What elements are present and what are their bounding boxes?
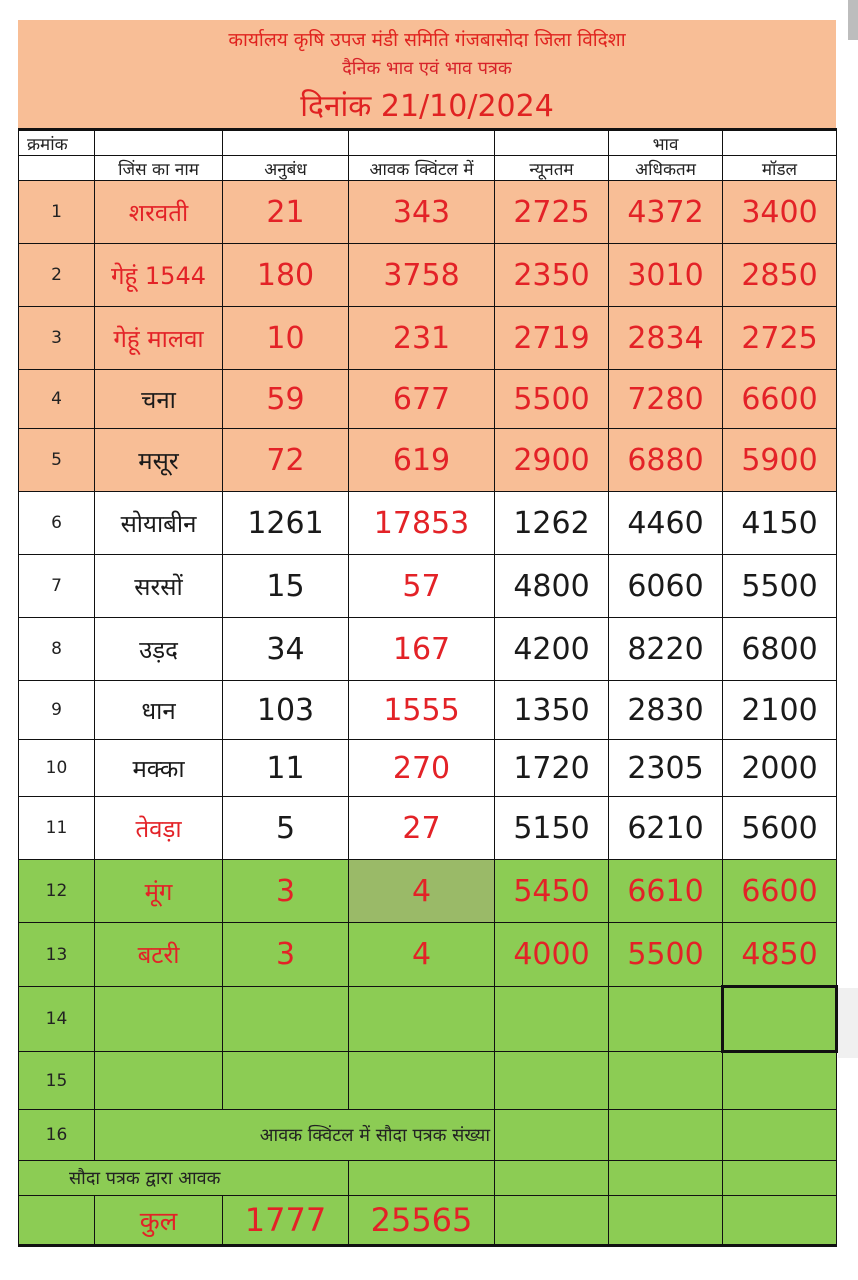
empty-cell <box>609 1196 723 1246</box>
row-aavak: 231 <box>349 307 495 370</box>
row-serial: 1 <box>19 181 95 244</box>
row-aavak: 57 <box>349 555 495 618</box>
header-bhav: भाव <box>609 130 723 156</box>
row-modal: 3400 <box>723 181 837 244</box>
header-aavak: आवक क्विंटल में <box>349 156 495 181</box>
empty-cell <box>723 1110 837 1161</box>
row-max: 6880 <box>609 429 723 492</box>
table-row <box>19 740 837 797</box>
table-row <box>19 923 837 987</box>
table-row <box>19 244 837 307</box>
empty-cell <box>349 987 495 1052</box>
row-anubandh: 1261 <box>223 492 349 555</box>
empty-cell <box>495 1196 609 1246</box>
table-row <box>19 1161 837 1196</box>
price-table <box>18 128 838 1247</box>
row-min: 2719 <box>495 307 609 370</box>
row-anubandh: 21 <box>223 181 349 244</box>
row-aavak: 3758 <box>349 244 495 307</box>
edge-block <box>838 988 858 1058</box>
row-serial: 13 <box>19 923 95 987</box>
header-row-2 <box>19 156 837 181</box>
empty-cell <box>723 1052 837 1110</box>
table-row <box>19 860 837 923</box>
table-row <box>19 1052 837 1110</box>
row-serial: 5 <box>19 429 95 492</box>
row-serial: 16 <box>19 1110 95 1161</box>
row-commodity: मसूर <box>95 429 223 492</box>
row-serial: 8 <box>19 618 95 681</box>
row-commodity: गेहूं मालवा <box>95 307 223 370</box>
table-row <box>19 307 837 370</box>
row-serial: 3 <box>19 307 95 370</box>
row-commodity: सरसों <box>95 555 223 618</box>
table-row <box>19 555 837 618</box>
header-empty <box>19 156 95 181</box>
row-serial: 10 <box>19 740 95 797</box>
row-serial: 12 <box>19 860 95 923</box>
empty-cell <box>19 1196 95 1246</box>
empty-cell <box>349 1052 495 1110</box>
row-serial: 15 <box>19 1052 95 1110</box>
row-anubandh: 59 <box>223 370 349 429</box>
row-aavak: 27 <box>349 797 495 860</box>
empty-cell <box>349 1161 495 1196</box>
empty-cell <box>495 987 609 1052</box>
table-row <box>19 797 837 860</box>
row-anubandh: 3 <box>223 860 349 923</box>
header-serial: क्रमांक <box>19 130 95 156</box>
right-edge <box>838 0 858 1280</box>
row-anubandh: 5 <box>223 797 349 860</box>
row-max: 4372 <box>609 181 723 244</box>
row-aavak: 4 <box>349 860 495 923</box>
row-aavak: 270 <box>349 740 495 797</box>
row-anubandh: 72 <box>223 429 349 492</box>
empty-cell <box>495 1161 609 1196</box>
empty-cell <box>609 1110 723 1161</box>
empty-cell <box>95 987 223 1052</box>
header-min: न्यूनतम <box>495 156 609 181</box>
empty-cell <box>223 987 349 1052</box>
row-serial: 9 <box>19 681 95 740</box>
row-max: 6610 <box>609 860 723 923</box>
row-serial: 2 <box>19 244 95 307</box>
row-max: 7280 <box>609 370 723 429</box>
row-min: 4000 <box>495 923 609 987</box>
row-commodity: सोयाबीन <box>95 492 223 555</box>
row-anubandh: 103 <box>223 681 349 740</box>
header-name: जिंस का नाम <box>95 156 223 181</box>
row-max: 2305 <box>609 740 723 797</box>
row-modal: 5900 <box>723 429 837 492</box>
header-empty <box>349 130 495 156</box>
row-min: 1350 <box>495 681 609 740</box>
header-anubandh: अनुबंध <box>223 156 349 181</box>
empty-cell <box>723 1196 837 1246</box>
price-sheet <box>18 20 836 1242</box>
row-min: 5450 <box>495 860 609 923</box>
row-min: 1262 <box>495 492 609 555</box>
header-empty <box>723 130 837 156</box>
row-serial: 11 <box>19 797 95 860</box>
row-modal: 5500 <box>723 555 837 618</box>
row-modal: 2725 <box>723 307 837 370</box>
row-modal: 2850 <box>723 244 837 307</box>
sheet-date: दिनांक 21/10/2024 <box>300 89 554 124</box>
sauda-aavak-label: सौदा पत्रक द्वारा आवक <box>19 1161 349 1196</box>
row-modal: 4150 <box>723 492 837 555</box>
row-max: 6210 <box>609 797 723 860</box>
row-min: 4200 <box>495 618 609 681</box>
row-serial: 4 <box>19 370 95 429</box>
title-block <box>18 20 836 128</box>
row-min: 2900 <box>495 429 609 492</box>
row-anubandh: 180 <box>223 244 349 307</box>
header-empty <box>223 130 349 156</box>
row-modal: 6600 <box>723 860 837 923</box>
total-label: कुल <box>95 1196 223 1246</box>
row-commodity: बटरी <box>95 923 223 987</box>
row-anubandh: 10 <box>223 307 349 370</box>
row-max: 2830 <box>609 681 723 740</box>
row-aavak: 677 <box>349 370 495 429</box>
row-aavak: 167 <box>349 618 495 681</box>
row-modal: 2000 <box>723 740 837 797</box>
header-modal: मॉडल <box>723 156 837 181</box>
row-aavak: 343 <box>349 181 495 244</box>
row-anubandh: 11 <box>223 740 349 797</box>
table-row <box>19 181 837 244</box>
row-commodity: धान <box>95 681 223 740</box>
row-modal: 6800 <box>723 618 837 681</box>
row-anubandh: 34 <box>223 618 349 681</box>
row-commodity: गेहूं 1544 <box>95 244 223 307</box>
office-title: कार्यालय कृषि उपज मंडी समिति गंजबासोदा जिला विदिशा <box>228 29 626 51</box>
header-empty <box>95 130 223 156</box>
table-row <box>19 492 837 555</box>
empty-cell <box>609 1161 723 1196</box>
empty-cell <box>609 987 723 1052</box>
row-min: 2725 <box>495 181 609 244</box>
row-max: 3010 <box>609 244 723 307</box>
empty-cell <box>223 1052 349 1110</box>
total-row <box>19 1196 837 1246</box>
empty-cell <box>723 1161 837 1196</box>
sauda-count-label: आवक क्विंटल में सौदा पत्रक संख्या <box>95 1110 495 1161</box>
table-row <box>19 429 837 492</box>
empty-cell <box>95 1052 223 1110</box>
sheet-subtitle: दैनिक भाव एवं भाव पत्रक <box>342 58 512 79</box>
header-empty <box>495 130 609 156</box>
empty-cell <box>495 1110 609 1161</box>
header-max: अधिकतम <box>609 156 723 181</box>
row-max: 2834 <box>609 307 723 370</box>
row-min: 5500 <box>495 370 609 429</box>
row-aavak: 1555 <box>349 681 495 740</box>
row-commodity: मक्का <box>95 740 223 797</box>
row-max: 4460 <box>609 492 723 555</box>
row-max: 5500 <box>609 923 723 987</box>
row-modal: 4850 <box>723 923 837 987</box>
row-min: 5150 <box>495 797 609 860</box>
row-max: 8220 <box>609 618 723 681</box>
row-commodity: चना <box>95 370 223 429</box>
row-serial: 6 <box>19 492 95 555</box>
table-row <box>19 681 837 740</box>
header-row-1 <box>19 130 837 156</box>
table-row <box>19 1110 837 1161</box>
selected-cell[interactable] <box>723 987 837 1052</box>
scrollbar-thumb[interactable] <box>848 0 858 40</box>
row-max: 6060 <box>609 555 723 618</box>
row-commodity: शरवती <box>95 181 223 244</box>
row-modal: 5600 <box>723 797 837 860</box>
empty-cell <box>495 1052 609 1110</box>
row-aavak: 17853 <box>349 492 495 555</box>
table-row <box>19 618 837 681</box>
row-anubandh: 3 <box>223 923 349 987</box>
row-commodity: तेवड़ा <box>95 797 223 860</box>
row-modal: 6600 <box>723 370 837 429</box>
row-min: 1720 <box>495 740 609 797</box>
row-min: 2350 <box>495 244 609 307</box>
table-row <box>19 370 837 429</box>
total-anubandh: 1777 <box>223 1196 349 1246</box>
row-anubandh: 15 <box>223 555 349 618</box>
total-aavak: 25565 <box>349 1196 495 1246</box>
empty-cell <box>609 1052 723 1110</box>
row-serial: 7 <box>19 555 95 618</box>
row-aavak: 619 <box>349 429 495 492</box>
table-row <box>19 987 837 1052</box>
row-min: 4800 <box>495 555 609 618</box>
row-aavak: 4 <box>349 923 495 987</box>
row-commodity: मूंग <box>95 860 223 923</box>
row-commodity: उड़द <box>95 618 223 681</box>
row-serial: 14 <box>19 987 95 1052</box>
row-modal: 2100 <box>723 681 837 740</box>
